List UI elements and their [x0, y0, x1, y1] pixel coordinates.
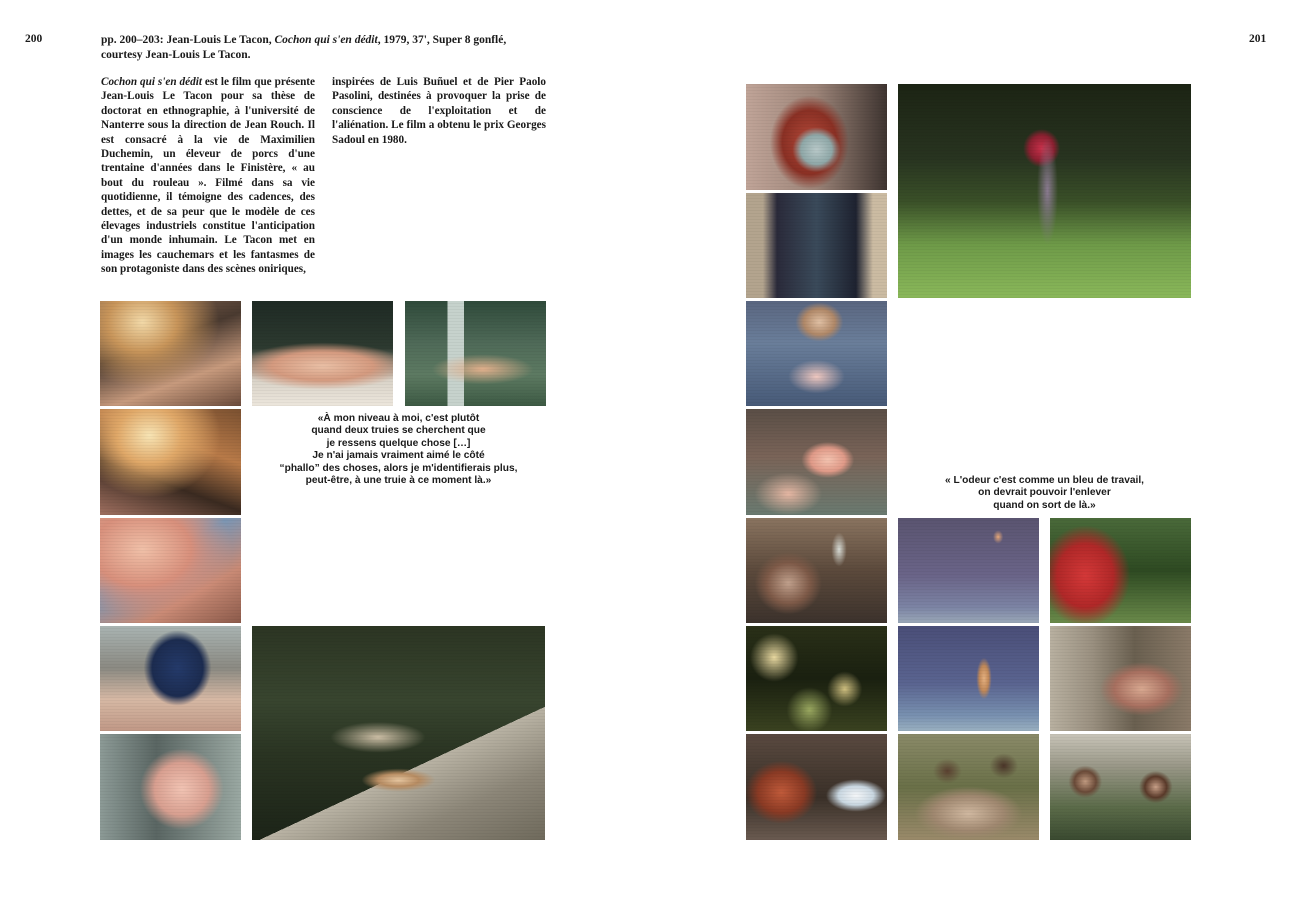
still-piglet-hands: [746, 409, 887, 515]
still-mowing-figure: [898, 84, 1191, 298]
quote-line: Je n'ai jamais vraiment aimé le côté: [312, 450, 485, 462]
quote-line: « L'odeur c'est comme un bleu de travail,: [944, 475, 1145, 486]
still-pig-closeup: [100, 734, 241, 840]
still-man-cigarette: [746, 301, 887, 406]
still-bed-in-field: [252, 626, 545, 840]
body-text-column-1: [101, 75, 315, 277]
quote-left: [252, 413, 545, 487]
body-text-2: inspirées de Luis Buñuel et de Pier Paolo Pasolini, destinées à provoquer la prise de conscience de l'exploitation et de l'aliénation. Le film a obtenu le prix Georges Sadoul en 1980.: [332, 76, 546, 146]
quote-line: on devrait pouvoir l'enlever: [978, 487, 1111, 499]
still-red-shirt-garden: [1050, 518, 1191, 623]
body-text-column-2: [332, 75, 546, 147]
caption-title: Cochon qui s'en dédit: [274, 34, 378, 46]
photo-caption: [101, 33, 549, 62]
still-two-men: [1050, 734, 1191, 840]
still-nude-figure-field: [405, 301, 546, 406]
page-number-right: 201: [1249, 33, 1267, 45]
still-man-crouching: [1050, 626, 1191, 731]
body-text-1: est le film que présente Jean-Louis Le Tacon pour sa thèse de doctorat en ethnographie, à l'université de Nanterre sous la direction de Jean Rouch. Il est consacré à la vie de Maximilien Duchemin, un éleveur de porcs d'une trentaine d'années dans le Finistère, « au bout du rouleau ». Filmé dans sa vie quotidienne, il témoigne des cadences, des dettes, et de sa peur que le modèle de ces élevages industriels constitue l'anticipation d'un monde inhumain. Le Tacon met en images les cauchemars et les fantasmes de son protagoniste dans des scènes oniriques,: [101, 76, 315, 276]
quote-line: quand on sort de là.»: [993, 499, 1096, 511]
still-farmer-pens: [100, 626, 241, 731]
caption-suffix: , 1979, 37', Super 8 gonflé, courtesy Jean-Louis Le Tacon.: [101, 34, 507, 61]
page-number-left: 200: [25, 33, 43, 45]
still-nude-figure-1: [252, 301, 393, 406]
quote-line: peut-être, à une truie à ce moment là.»: [305, 475, 492, 487]
still-group-sitting: [898, 734, 1039, 840]
still-hooded-masked-figure: [746, 84, 887, 190]
quote-line: “phallo” des choses, alors je m'identifierais plus,: [279, 462, 518, 474]
still-falling-pig-large: [898, 626, 1039, 731]
quote-line: quand deux truies se cherchent que: [311, 425, 486, 437]
still-hands-pig: [100, 518, 241, 623]
film-title: Cochon qui s'en dédit: [101, 76, 202, 88]
still-barn-corridor: [100, 409, 241, 515]
still-man-injector: [746, 518, 887, 623]
quote-line: je ressens quelque chose […]: [326, 437, 471, 449]
still-dappled-leaves: [746, 626, 887, 731]
quote-right: [898, 475, 1191, 512]
still-falling-pig-small: [898, 518, 1039, 623]
caption-prefix: pp. 200–203: Jean-Louis Le Tacon,: [101, 34, 275, 46]
still-dark-waterfall: [746, 193, 887, 298]
still-hose-spray: [746, 734, 887, 840]
still-pig-pen-light: [100, 301, 241, 406]
quote-line: «À mon niveau à moi, c'est plutôt: [317, 413, 480, 424]
